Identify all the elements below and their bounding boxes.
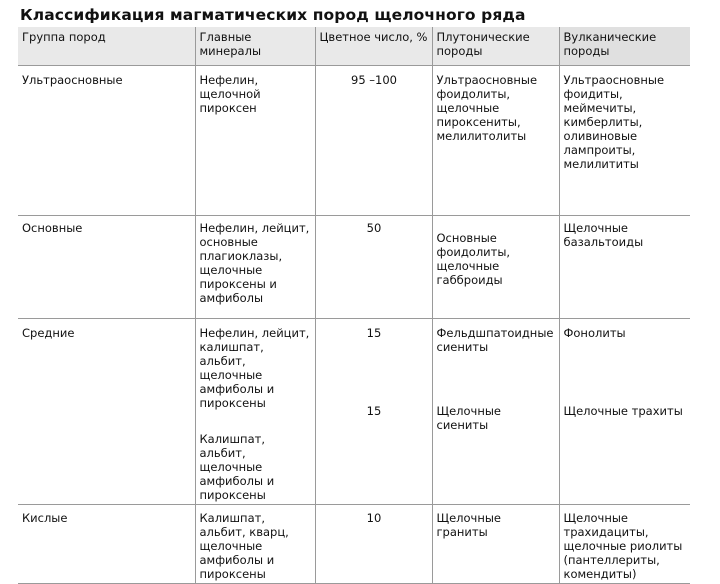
cell-color-index: 10 <box>315 505 432 584</box>
cell-volcanic: Ультраосновные фоидиты, меймечиты, кимберлиты, оливиновые лампроиты, мелилититы <box>559 66 690 216</box>
cell-plutonic: Ультраосновные фоидолиты, щелочные пироксениты, мелилитолиты <box>432 66 559 216</box>
cell-minerals-text: Нефелин, лейцит, калишпат, альбит, щелочные амфиболы и пироксены <box>199 326 310 410</box>
cell-minerals: Нефелин, лейцит, основные плагиоклазы, щелочные пироксены и амфиболы <box>195 216 315 319</box>
cell-color-index: 50 <box>315 216 432 319</box>
page-title: Классификация магматических пород щелочного ряда <box>20 6 526 24</box>
cell-plutonic <box>432 319 559 505</box>
cell-plutonic: Щелочные граниты <box>432 505 559 584</box>
cell-plutonic-text-2: Щелочные сиениты <box>436 404 502 432</box>
cell-group: Основные <box>18 216 195 319</box>
header-group: Группа пород <box>18 27 195 66</box>
cell-plutonic-text: Основные фоидолиты, щелочные габброиды <box>436 231 511 287</box>
cell-volcanic: Щелочные трахидациты, щелочные риолиты (пантеллериты, комендиты) <box>559 505 690 584</box>
table-row <box>18 216 690 319</box>
cell-group: Кислые <box>18 505 195 584</box>
header-volcanic: Вулканические породы <box>559 27 690 66</box>
cell-minerals: Калишпат, альбит, кварц, щелочные амфиболы и пироксены <box>195 505 315 584</box>
cell-color-index: 95 –100 <box>315 66 432 216</box>
cell-volcanic-text-2: Щелочные трахиты <box>563 404 683 418</box>
table-row <box>18 505 690 584</box>
cell-color-index-text-2: 15 <box>366 404 382 418</box>
cell-group: Средние <box>18 319 195 505</box>
header-minerals: Главные минералы <box>195 27 315 66</box>
cell-plutonic <box>432 216 559 319</box>
table-row <box>18 319 690 505</box>
header-plutonic: Плутонические породы <box>432 27 559 66</box>
cell-minerals <box>195 319 315 505</box>
cell-minerals: Нефелин, щелочной пироксен <box>195 66 315 216</box>
cell-plutonic-text: Фельдшпатоидные сиениты <box>436 326 554 354</box>
cell-group: Ультраосновные <box>18 66 195 216</box>
cell-volcanic <box>559 319 690 505</box>
cell-volcanic: Щелочные базальтоиды <box>559 216 690 319</box>
classification-table <box>18 27 690 584</box>
header-color-index: Цветное число, % <box>315 27 432 66</box>
cell-color-index-text: 15 <box>366 326 382 340</box>
cell-volcanic-text: Фонолиты <box>563 326 626 340</box>
table-header-row <box>18 27 690 66</box>
cell-color-index <box>315 319 432 505</box>
table-row <box>18 66 690 216</box>
cell-minerals-text-2: Калишпат, альбит, щелочные амфиболы и пироксены <box>199 432 275 502</box>
